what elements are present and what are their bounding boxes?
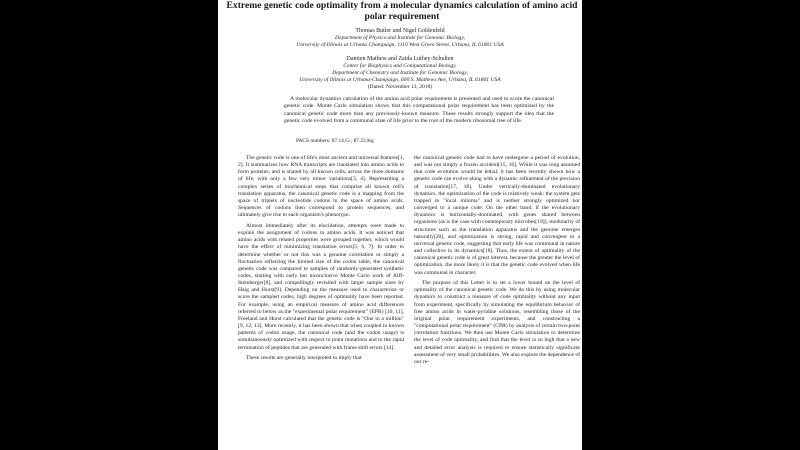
left-paragraph-2: Almost immediately after its elucidation, attempts were made to explain the assignment of codons to amino acids. It was noticed that amino acids with related properties were grouped together, which would have the effect of minimizing translation errors[5, 6, 7]. In order to determine whether or not this was a genuine correlation or simply a fluctuation reflecting the limited size of the codon table, the canonical genetic code was compared to samples of randomly-generated synthetic codes, starting with early but inconclusive Monte Carlo work of Alff-Steinberger[8], and compellingly revisited with larger sample sizes by Haig and Hurst[9]. Depending on the measure used to characterize or score the sampled codes, high degrees of optimality have been reported. For example, using an empirical measure of amino acid differences referred to below as the "experimental polar requirement" (EPR) [10, 11], Freeland and Hurst calculated that the genetic code is "One in a million" [9, 12, 13]. More recently, it has been shown that when coupled to known patterns of codon usage, the canonical code (and the codon usage) is simultaneously optimized with respect to point mutations and to the rapid termination of peptides that are generated with frame shift errors [14]. xyxy=(238,222,404,351)
affiliation-2-line-2: Department of Chemistry and Institute for Genomic Biology, xyxy=(332,70,468,76)
right-column xyxy=(414,155,580,370)
title-line-1: Extreme genetic code optimality from a molecular dynamics calculation of amino acid xyxy=(226,0,578,11)
pacs-numbers: PACS numbers: 87.14.G-, 87.23.Kg xyxy=(296,138,374,144)
authors-2: Damien Mathew and Zaida Luthey-Schulten xyxy=(346,56,454,62)
paper-page xyxy=(218,0,582,450)
abstract: A molecular dynamics calculation of the amino acid polar requirement is presented and used to score the canonical genetic code. Monte Carlo simulation shows that this computational polar requirement has been optimized by the canonical genetic code more than any previously-known measure. These results strongly support the idea that the genetic code evolved from a communal state of life prior to the root of the modern ribosomal tree of life. xyxy=(284,96,554,124)
left-paragraph-1: The genetic code is one of life's most ancient and universal features[1, 2]. It summarizes how RNA transcripts are translated into amino acids to form proteins, and is shared by all known cells, across the three domains of life, with only a few very minor variations[3, 4]. Representing a complex series of biochemical steps that comprise all known cell's translation apparatus, the canonical genetic code is a mapping from the space of triplets of nucleotide codons to the space of amino acids. Sequences of codons then correspond to protein sequences, and ultimately give rise to each organism's phenotype. xyxy=(238,155,404,219)
right-paragraph-2: The purpose of this Letter is to set a lower bound on the level of optimality of the canonical genetic code. We do this by using molecular dynamics to construct a measure of code optimality without any input from experiment, specifically by simulating the equilibrium behavior of free amino acids in water-pyridine solutions, resembling those of the original polar requirement experiments, and constructing a "computational polar requirement" (CPR) by analysis of certain two-point correlation functions. We then use Monte Carlo simulation to determine the level of code optimality, and find that the level is so high that a new and detailed error analysis is required to ensure statistically significant assessment of very small probabilities. We also explore the dependence of our re- xyxy=(414,280,580,365)
affiliation-1-line-2: University of Illinois at Urbana Champaign, 1110 West Green Street, Urbana, IL 61801 USA xyxy=(296,42,504,48)
affiliation-1-line-1: Department of Physics and Institute for Genomic Biology, xyxy=(335,35,465,41)
authors-1: Thomas Butler and Nigel Goldenfeld xyxy=(355,28,445,34)
left-column xyxy=(238,155,404,366)
right-paragraph-1: the canonical genetic code had to have undergone a period of evolution, and was not simply a frozen accident[15, 16]. While it was long assumed that code evolution would be lethal, it has been recently shown how a genetic code can evolve along with a dynamic refinement of the precision of translation[17, 18]. Under vertically-dominated evolutionary dynamics, the optimization of the code is relatively weak: the system gets trapped in "local minima" and is neither strongly optimized nor converged to a unique code. On the other hand, if the evolutionary dynamics is horizontally-dominated, with genes shared between organisms (as is the case with contemporary microbes[19]), modularity of structures such as the translation apparatus and the genome emerges naturally[20], and optimization is strong, rapid and convergent to a universal genetic code, suggesting that early life was communal in nature and collective in its dynamics[18]. Thus, the extent of optimality of the canonical genetic code is of great interest, because the greater the level of optimization, the more likely it is that the genetic code evolved when life was communal in character. xyxy=(414,155,580,276)
author-block-1 xyxy=(218,28,582,49)
title-line-2: polar requirement xyxy=(364,11,440,22)
dated: (Dated: November 13, 2018) xyxy=(367,84,433,90)
affiliation-2-line-3: University of Illinois at Urbana-Champaign, 600 S. Mathews Ave, Urbana, IL 61801 USA xyxy=(299,77,501,83)
left-paragraph-3: These results are generally interpreted to imply that xyxy=(246,355,362,362)
affiliation-2-line-1: Center for Biophysics and Computational Biology, xyxy=(343,63,457,69)
paper-title xyxy=(224,0,580,22)
author-block-2 xyxy=(218,56,582,91)
